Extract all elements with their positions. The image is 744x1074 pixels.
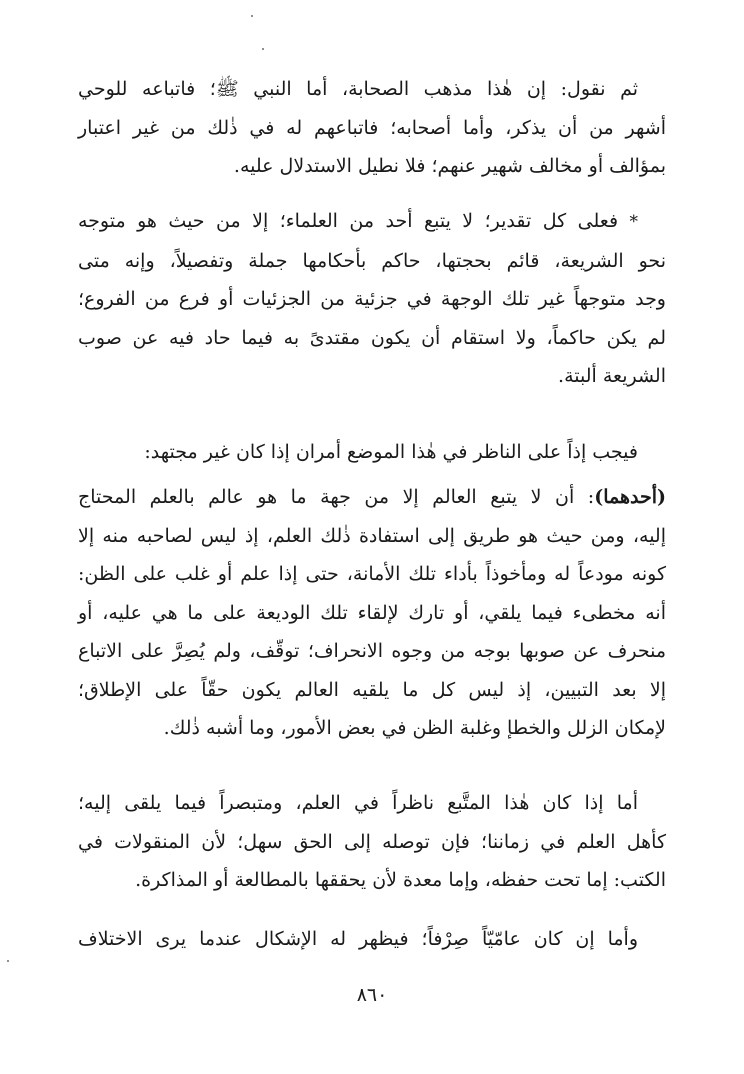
paragraph-4-line-7: لإمكان الزلل والخطإ وغلبة الظن في بعض الأمور، وما أشبه ذٰلك. xyxy=(163,717,666,739)
paragraph-6 xyxy=(78,920,666,959)
paragraph-3 xyxy=(78,433,666,472)
paragraph-1-line-2: أشهر من أن يذكر، وأما أصحابه؛ فاتباعهم له في ذٰلك من غير اعتبار xyxy=(78,116,666,139)
paragraph-4-line-1 xyxy=(78,478,666,517)
paragraph-2 xyxy=(78,202,666,396)
paragraph-4-line-2: إليه، ومن حيث هو طريق إلى استفادة ذٰلك العلم، إذ ليس لصاحبه منه إلا xyxy=(78,524,666,547)
scan-speck xyxy=(251,15,253,17)
paragraph-4-line-1-text: : أن لا يتبع العالم إلا من جهة ما هو عالم بالعلم المحتاج xyxy=(78,486,595,508)
paragraph-4-line-4: أنه مخطىء فيما يلقي، أو تارك لإلقاء تلك الوديعة على ما هي عليه، أو xyxy=(78,601,666,624)
paragraph-5 xyxy=(78,784,666,900)
paragraph-2-line-4: لم يكن حاكماً، ولا استقام أن يكون مقتدىً به فيما حاد فيه عن صوب xyxy=(78,326,666,349)
paragraph-1-line-3: بمؤالف أو مخالف شهير عنهم؛ فلا نطيل الاستدلال عليه. xyxy=(233,155,666,177)
paragraph-4-line-3: كونه مودعاً له ومأخوذاً بأداء تلك الأمانة، حتى إذا علم أو غلب على الظن: xyxy=(78,563,666,585)
scan-speck xyxy=(262,48,264,50)
paragraph-2-line-3: وجد متوجهاً غير تلك الوجهة في جزئية من الجزئيات أو فرع من الفروع؛ xyxy=(78,288,666,310)
paragraph-2-line-5: الشريعة ألبتة. xyxy=(558,365,666,387)
page-number: ٨٦٠ xyxy=(356,984,388,1006)
paragraph-5-line-3: الكتب: إما تحت حفظه، وإما معدة لأن يحققها بالمطالعة أو المذاكرة. xyxy=(135,869,666,891)
paragraph-2-line-1 xyxy=(78,202,666,242)
scan-speck xyxy=(7,960,9,962)
paragraph-2-line-1-text: فعلى كل تقدير؛ لا يتبع أحد من العلماء؛ إلا من حيث هو متوجه xyxy=(78,210,619,232)
paragraph-4 xyxy=(78,478,666,748)
paragraph-6-line-1: وأما إن كان عامّيّاً صِرْفاً؛ فيظهر له الإشكال عندما يرى الاختلاف xyxy=(78,928,638,950)
paragraph-5-line-2: كأهل العلم في زماننا؛ فإن توصله إلى الحق سهل؛ لأن المنقولات في xyxy=(78,830,666,853)
paragraph-4-line-6: إلا بعد التبيين، إذ ليس كل ما يلقيه العالم يكون حقّاً على الإطلاق؛ xyxy=(78,678,666,701)
paragraph-5-line-1: أما إذا كان هٰذا المتَّبع ناظراً في العلم، ومتبصراً فيما يلقى إليه؛ xyxy=(78,792,638,814)
paragraph-3-line-1: فيجب إذاً على الناظر في هٰذا الموضع أمران إذا كان غير مجتهد: xyxy=(144,441,638,463)
paragraph-4-lead: (أحدهما) xyxy=(594,486,666,508)
star-marker: * xyxy=(629,212,638,232)
paragraph-1 xyxy=(78,70,666,186)
paragraph-1-line-1: ثم نقول: إن هٰذا مذهب الصحابة، أما النبي ﷺ؛ فاتباعه للوحي xyxy=(78,78,638,100)
paragraph-2-line-2: نحو الشريعة، قائم بحجتها، حاكم بأحكامها جملة وتفصيلاً، وإنه متى xyxy=(78,249,666,272)
paragraph-4-line-5: منحرف عن صوبها بوجه من وجوه الانحراف؛ توقّف، ولم يُصِرَّ على الاتباع xyxy=(78,640,666,662)
